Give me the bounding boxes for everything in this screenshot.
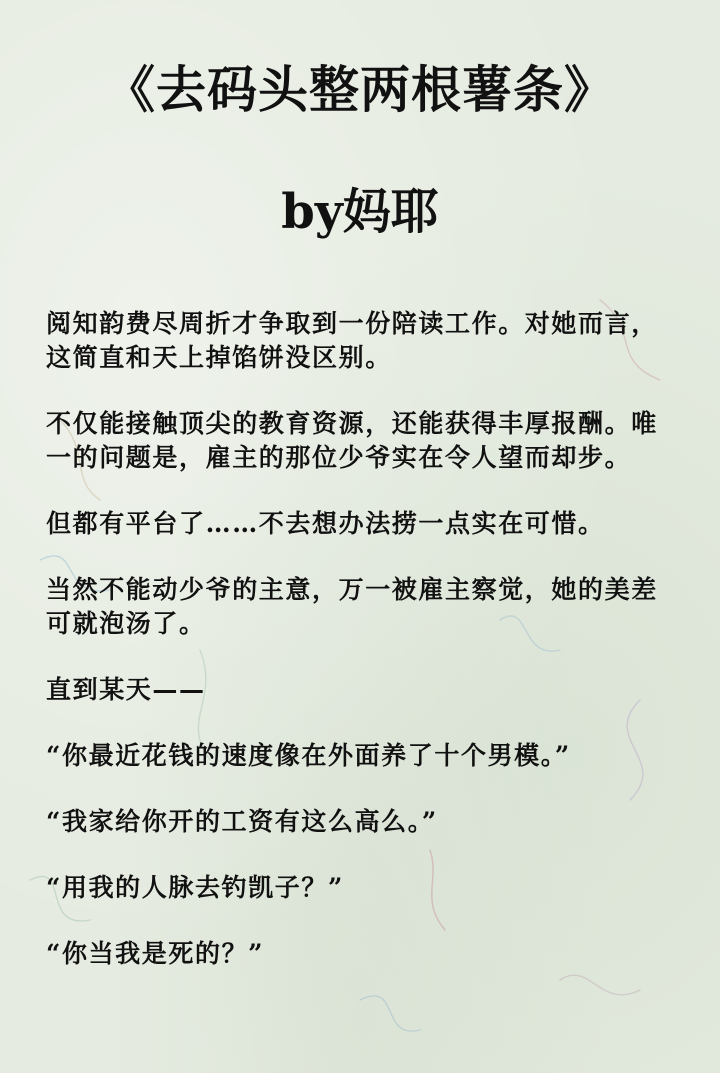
quote-line: “我家给你开的工资有这么高么。”: [46, 807, 438, 836]
quote-line: “你最近花钱的速度像在外面养了十个男模。”: [46, 741, 571, 770]
paragraph: 不仅能接触顶尖的教育资源，还能获得丰厚报酬。唯一的问题是，雇主的那位少爷实在令人望而却步。: [46, 409, 658, 472]
page-title: 《去码头整两根薯条》: [105, 60, 615, 119]
paragraph: 阅知韵费尽周折才争取到一份陪读工作。对她而言，这简直和天上掉馅饼没区别。: [46, 309, 658, 372]
paragraph: 当然不能动少爷的主意，万一被雇主察觉，她的美差可就泡汤了。: [46, 575, 658, 638]
author-line: by妈耶: [281, 184, 439, 240]
paragraph: 但都有平台了……不去想办法捞一点实在可惜。: [46, 509, 605, 538]
quote-line: “用我的人脉去钓凯子？”: [46, 873, 344, 902]
paragraph: 直到某天——: [46, 675, 206, 704]
synopsis-text: [46, 307, 678, 1003]
quote-line: “你当我是死的？”: [46, 939, 265, 968]
